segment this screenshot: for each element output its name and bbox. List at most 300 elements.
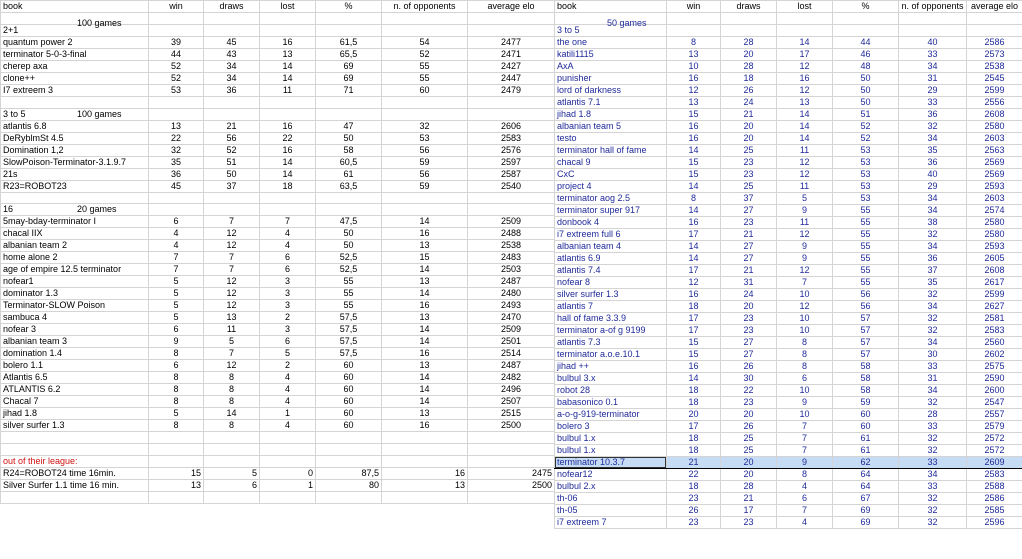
cell-value[interactable]: 5: [204, 467, 260, 479]
cell-value[interactable]: 21: [667, 456, 721, 468]
cell-value[interactable]: 34: [899, 468, 967, 480]
cell-value[interactable]: 29: [899, 84, 967, 96]
cell-value[interactable]: 2471: [468, 48, 555, 60]
cell-value[interactable]: 17: [667, 228, 721, 240]
cell-value[interactable]: 6: [260, 264, 316, 276]
cell-value[interactable]: 50: [833, 96, 899, 108]
cell-value[interactable]: 51: [833, 108, 899, 120]
cell-value[interactable]: 69: [316, 72, 382, 84]
cell-value[interactable]: 32: [382, 120, 468, 132]
section-label[interactable]: [555, 13, 667, 29]
cell-value[interactable]: 14: [667, 180, 721, 192]
cell-book[interactable]: bolero 1.1: [1, 360, 149, 372]
cell-empty[interactable]: [899, 13, 967, 25]
cell-value[interactable]: 22: [149, 132, 204, 144]
cell-value[interactable]: 18: [667, 444, 721, 456]
cell-value[interactable]: 56: [204, 132, 260, 144]
cell-value[interactable]: 59: [382, 180, 468, 192]
cell-value[interactable]: 44: [833, 36, 899, 48]
cell-value[interactable]: 20: [721, 468, 777, 480]
cell-value[interactable]: 64: [833, 468, 899, 480]
cell-empty[interactable]: [382, 192, 468, 204]
cell-value[interactable]: 32: [899, 396, 967, 408]
cell-value[interactable]: 14: [382, 384, 468, 396]
cell-value[interactable]: 34: [899, 60, 967, 72]
cell-value[interactable]: 53: [833, 192, 899, 204]
cell-value[interactable]: 2586: [967, 492, 1022, 504]
cell-value[interactable]: 32: [899, 228, 967, 240]
cell-value[interactable]: 12: [204, 240, 260, 252]
cell-value[interactable]: 23: [667, 492, 721, 504]
cell-book[interactable]: jihad 1.8: [555, 108, 667, 120]
cell-value[interactable]: 37: [721, 192, 777, 204]
cell-value[interactable]: 2593: [967, 240, 1022, 252]
cell-empty[interactable]: [316, 455, 382, 467]
cell-book[interactable]: i7 extreem full 6: [555, 228, 667, 240]
cell-value[interactable]: 23: [721, 216, 777, 228]
cell-value[interactable]: 12: [204, 300, 260, 312]
cell-value[interactable]: 6: [149, 324, 204, 336]
cell-book[interactable]: atlantis 7.4: [555, 264, 667, 276]
cell-value[interactable]: 14: [382, 372, 468, 384]
cell-empty[interactable]: [204, 444, 260, 456]
cell-value[interactable]: 14: [260, 60, 316, 72]
cell-value[interactable]: 12: [777, 84, 833, 96]
cell-value[interactable]: 48: [833, 60, 899, 72]
cell-value[interactable]: 6: [149, 360, 204, 372]
cell-value[interactable]: 2583: [967, 324, 1022, 336]
cell-value[interactable]: 45: [149, 180, 204, 192]
cell-empty[interactable]: [149, 432, 204, 444]
cell-book[interactable]: age of empire 12.5 terminator: [1, 264, 149, 276]
cell-value[interactable]: 8: [777, 468, 833, 480]
cell-value[interactable]: 2596: [967, 516, 1022, 528]
cell-value[interactable]: 22: [721, 384, 777, 396]
cell-value[interactable]: 33: [899, 96, 967, 108]
cell-empty[interactable]: [204, 96, 260, 108]
cell-value[interactable]: 55: [833, 204, 899, 216]
cell-value[interactable]: 12: [777, 60, 833, 72]
cell-empty[interactable]: [316, 13, 382, 25]
cell-value[interactable]: 3: [260, 324, 316, 336]
cell-value[interactable]: 22: [260, 132, 316, 144]
cell-value[interactable]: 34: [204, 72, 260, 84]
cell-value[interactable]: 4: [260, 396, 316, 408]
cell-value[interactable]: 35: [149, 156, 204, 168]
cell-value[interactable]: 17: [777, 48, 833, 60]
cell-value[interactable]: 2583: [967, 468, 1022, 480]
cell-value[interactable]: 29: [899, 180, 967, 192]
cell-value[interactable]: 1: [260, 479, 316, 491]
cell-value[interactable]: 58: [833, 384, 899, 396]
cell-value[interactable]: 71: [316, 84, 382, 96]
cell-value[interactable]: 4: [777, 480, 833, 492]
cell-value[interactable]: 17: [667, 264, 721, 276]
cell-value[interactable]: 15: [667, 108, 721, 120]
cell-value[interactable]: 18: [667, 396, 721, 408]
cell-value[interactable]: 20: [721, 120, 777, 132]
cell-value[interactable]: 65,5: [316, 48, 382, 60]
cell-value[interactable]: 25: [721, 144, 777, 156]
cell-value[interactable]: 2557: [967, 408, 1022, 420]
cell-empty[interactable]: [204, 491, 260, 503]
cell-value[interactable]: 14: [382, 396, 468, 408]
cell-value[interactable]: 5: [149, 408, 204, 420]
cell-value[interactable]: 14: [382, 288, 468, 300]
cell-value[interactable]: 56: [833, 288, 899, 300]
cell-book[interactable]: Silver Surfer 1.1 time 16 min.: [1, 479, 149, 491]
cell-value[interactable]: 61: [316, 168, 382, 180]
cell-empty[interactable]: [382, 432, 468, 444]
cell-book[interactable]: chacal IIX: [1, 228, 149, 240]
cell-value[interactable]: 36: [899, 108, 967, 120]
cell-empty[interactable]: [204, 24, 260, 36]
cell-value[interactable]: 6: [777, 492, 833, 504]
cell-empty[interactable]: [149, 444, 204, 456]
section-label[interactable]: [1, 108, 149, 120]
cell-value[interactable]: 55: [316, 300, 382, 312]
cell-value[interactable]: 5: [149, 276, 204, 288]
cell-value[interactable]: 12: [777, 228, 833, 240]
cell-value[interactable]: 27: [721, 204, 777, 216]
cell-value[interactable]: 17: [667, 312, 721, 324]
cell-value[interactable]: 2609: [967, 456, 1022, 468]
cell-value[interactable]: 37: [899, 264, 967, 276]
cell-value[interactable]: 2590: [967, 372, 1022, 384]
cell-value[interactable]: 63,5: [316, 180, 382, 192]
cell-value[interactable]: 2600: [967, 384, 1022, 396]
cell-value[interactable]: 4: [260, 420, 316, 432]
cell-value[interactable]: 14: [667, 144, 721, 156]
cell-book[interactable]: nofear1: [1, 276, 149, 288]
cell-empty[interactable]: [260, 13, 316, 25]
cell-value[interactable]: 2500: [468, 479, 555, 491]
cell-value[interactable]: 2: [260, 360, 316, 372]
cell-value[interactable]: 17: [667, 420, 721, 432]
cell-value[interactable]: 2447: [468, 72, 555, 84]
cell-empty[interactable]: [316, 204, 382, 216]
cell-value[interactable]: 2488: [468, 228, 555, 240]
cell-book[interactable]: R24=ROBOT24 time 16min.: [1, 467, 149, 479]
cell-value[interactable]: 54: [382, 36, 468, 48]
cell-value[interactable]: 13: [382, 240, 468, 252]
cell-value[interactable]: 8: [667, 36, 721, 48]
cell-value[interactable]: 50: [204, 168, 260, 180]
cell-value[interactable]: 16: [667, 360, 721, 372]
cell-value[interactable]: 26: [721, 360, 777, 372]
cell-value[interactable]: 11: [260, 84, 316, 96]
cell-value[interactable]: 8: [777, 348, 833, 360]
cell-value[interactable]: 2617: [967, 276, 1022, 288]
cell-value[interactable]: 4: [260, 372, 316, 384]
cell-value[interactable]: 55: [316, 276, 382, 288]
cell-value[interactable]: 33: [899, 420, 967, 432]
cell-value[interactable]: 23: [721, 396, 777, 408]
cell-value[interactable]: 47: [316, 120, 382, 132]
cell-book[interactable]: jihad ++: [555, 360, 667, 372]
cell-value[interactable]: 57,5: [316, 324, 382, 336]
cell-value[interactable]: 31: [721, 276, 777, 288]
cell-value[interactable]: 10: [667, 60, 721, 72]
cell-value[interactable]: 13: [382, 312, 468, 324]
cell-empty[interactable]: [468, 24, 555, 36]
cell-value[interactable]: 2479: [468, 84, 555, 96]
cell-book[interactable]: babasonico 0.1: [555, 396, 667, 408]
cell-value[interactable]: 10: [777, 324, 833, 336]
cell-value[interactable]: 15: [667, 168, 721, 180]
cell-value[interactable]: 2487: [468, 276, 555, 288]
cell-empty[interactable]: [204, 13, 260, 25]
cell-value[interactable]: 2572: [967, 432, 1022, 444]
cell-value[interactable]: 14: [777, 120, 833, 132]
cell-empty[interactable]: [667, 24, 721, 36]
section-label[interactable]: 2+1: [1, 24, 149, 36]
cell-value[interactable]: 18: [667, 300, 721, 312]
cell-empty[interactable]: [204, 204, 260, 216]
cell-empty[interactable]: [382, 204, 468, 216]
cell-value[interactable]: 2583: [468, 132, 555, 144]
cell-value[interactable]: 16: [382, 348, 468, 360]
cell-value[interactable]: 8: [204, 420, 260, 432]
cell-value[interactable]: 2603: [967, 192, 1022, 204]
cell-value[interactable]: 9: [777, 204, 833, 216]
cell-value[interactable]: 56: [382, 144, 468, 156]
cell-value[interactable]: 9: [777, 252, 833, 264]
cell-value[interactable]: 50: [316, 228, 382, 240]
cell-book[interactable]: AxA: [555, 60, 667, 72]
cell-value[interactable]: 2602: [967, 348, 1022, 360]
cell-value[interactable]: 55: [833, 264, 899, 276]
cell-value[interactable]: 3: [260, 288, 316, 300]
cell-value[interactable]: 16: [382, 300, 468, 312]
cell-value[interactable]: 2573: [967, 48, 1022, 60]
cell-book[interactable]: domination 1.4: [1, 348, 149, 360]
cell-empty[interactable]: [382, 455, 468, 467]
section-label[interactable]: 3 to 5: [555, 24, 667, 36]
cell-empty[interactable]: [149, 13, 204, 25]
cell-value[interactable]: 7: [777, 432, 833, 444]
cell-value[interactable]: 25: [721, 432, 777, 444]
cell-value[interactable]: 60: [316, 384, 382, 396]
cell-value[interactable]: 20: [721, 132, 777, 144]
cell-value[interactable]: 13: [667, 96, 721, 108]
cell-value[interactable]: 50: [316, 132, 382, 144]
cell-value[interactable]: 34: [899, 384, 967, 396]
cell-value[interactable]: 2585: [967, 504, 1022, 516]
cell-empty[interactable]: [316, 96, 382, 108]
cell-value[interactable]: 2507: [468, 396, 555, 408]
cell-value[interactable]: 2514: [468, 348, 555, 360]
cell-value[interactable]: 60: [316, 420, 382, 432]
cell-value[interactable]: 9: [777, 240, 833, 252]
cell-value[interactable]: 32: [899, 504, 967, 516]
cell-value[interactable]: 53: [149, 84, 204, 96]
cell-value[interactable]: 2427: [468, 60, 555, 72]
cell-value[interactable]: 16: [667, 132, 721, 144]
cell-empty[interactable]: [382, 444, 468, 456]
cell-value[interactable]: 33: [899, 480, 967, 492]
cell-book[interactable]: atlantis 7: [555, 300, 667, 312]
cell-value[interactable]: 26: [721, 84, 777, 96]
cell-empty[interactable]: [149, 192, 204, 204]
cell-value[interactable]: 34: [204, 60, 260, 72]
cell-value[interactable]: 7: [204, 264, 260, 276]
cell-book[interactable]: Terminator-SLOW Poison: [1, 300, 149, 312]
cell-value[interactable]: 6: [260, 252, 316, 264]
cell-empty[interactable]: [899, 24, 967, 36]
cell-value[interactable]: 52,5: [316, 252, 382, 264]
cell-book[interactable]: bulbul 3.x: [555, 372, 667, 384]
cell-value[interactable]: 52: [149, 72, 204, 84]
cell-value[interactable]: 67: [833, 492, 899, 504]
cell-value[interactable]: 13: [260, 48, 316, 60]
cell-empty[interactable]: [204, 455, 260, 467]
cell-value[interactable]: 59: [382, 156, 468, 168]
cell-book[interactable]: silver surfer 1.3: [555, 288, 667, 300]
cell-value[interactable]: 60,5: [316, 156, 382, 168]
cell-value[interactable]: 32: [899, 516, 967, 528]
cell-book[interactable]: atlantis 7.3: [555, 336, 667, 348]
cell-value[interactable]: 2545: [967, 72, 1022, 84]
cell-book[interactable]: terminator super 917: [555, 204, 667, 216]
cell-empty[interactable]: [1, 96, 149, 108]
cell-book[interactable]: terminator a.o.e.10.1: [555, 348, 667, 360]
cell-empty[interactable]: [468, 204, 555, 216]
cell-value[interactable]: 34: [899, 300, 967, 312]
cell-book[interactable]: silver surfer 1.3: [1, 420, 149, 432]
cell-book[interactable]: robot 28: [555, 384, 667, 396]
cell-empty[interactable]: [1, 432, 149, 444]
cell-value[interactable]: 11: [777, 216, 833, 228]
cell-empty[interactable]: [468, 96, 555, 108]
cell-book[interactable]: donbook 4: [555, 216, 667, 228]
cell-value[interactable]: 60: [316, 408, 382, 420]
cell-value[interactable]: 5: [149, 300, 204, 312]
cell-value[interactable]: 7: [149, 252, 204, 264]
cell-empty[interactable]: [149, 455, 204, 467]
cell-value[interactable]: 45: [204, 36, 260, 48]
cell-book[interactable]: sambuca 4: [1, 312, 149, 324]
cell-value[interactable]: 56: [382, 168, 468, 180]
cell-book[interactable]: terminator a-of g 9199: [555, 324, 667, 336]
cell-value[interactable]: 5: [149, 312, 204, 324]
cell-value[interactable]: 8: [204, 372, 260, 384]
cell-value[interactable]: 18: [667, 480, 721, 492]
cell-value[interactable]: 69: [833, 504, 899, 516]
cell-value[interactable]: 37: [204, 180, 260, 192]
cell-value[interactable]: 5: [777, 192, 833, 204]
cell-value[interactable]: 2540: [468, 180, 555, 192]
cell-empty[interactable]: [777, 24, 833, 36]
cell-value[interactable]: 20: [667, 408, 721, 420]
cell-value[interactable]: 6: [149, 216, 204, 228]
cell-empty[interactable]: [204, 192, 260, 204]
cell-value[interactable]: 55: [833, 240, 899, 252]
cell-value[interactable]: 20: [721, 300, 777, 312]
cell-value[interactable]: 2547: [967, 396, 1022, 408]
cell-book[interactable]: i7 extreem 7: [555, 516, 667, 528]
cell-value[interactable]: 32: [899, 288, 967, 300]
cell-value[interactable]: 13: [777, 96, 833, 108]
cell-value[interactable]: 18: [667, 432, 721, 444]
cell-value[interactable]: 2588: [967, 480, 1022, 492]
cell-value[interactable]: 23: [721, 516, 777, 528]
cell-empty[interactable]: [468, 108, 555, 120]
cell-value[interactable]: 2572: [967, 444, 1022, 456]
cell-value[interactable]: 5: [204, 336, 260, 348]
cell-value[interactable]: 20: [721, 48, 777, 60]
cell-value[interactable]: 4: [260, 240, 316, 252]
cell-value[interactable]: 53: [833, 156, 899, 168]
cell-book[interactable]: nofear12: [555, 468, 667, 480]
cell-value[interactable]: 16: [260, 120, 316, 132]
cell-value[interactable]: 32: [899, 444, 967, 456]
section-label[interactable]: [1, 13, 149, 29]
cell-value[interactable]: 55: [833, 216, 899, 228]
cell-value[interactable]: 52: [204, 144, 260, 156]
cell-book[interactable]: Atlantis 6.5: [1, 372, 149, 384]
cell-value[interactable]: 8: [777, 336, 833, 348]
cell-value[interactable]: 34: [899, 240, 967, 252]
cell-value[interactable]: 12: [667, 276, 721, 288]
cell-value[interactable]: 9: [777, 396, 833, 408]
cell-value[interactable]: 57,5: [316, 348, 382, 360]
cell-value[interactable]: 5: [149, 288, 204, 300]
cell-value[interactable]: 51: [204, 156, 260, 168]
cell-value[interactable]: 57,5: [316, 336, 382, 348]
cell-value[interactable]: 53: [833, 144, 899, 156]
cell-value[interactable]: 50: [833, 72, 899, 84]
cell-empty[interactable]: [316, 432, 382, 444]
cell-value[interactable]: 61,5: [316, 36, 382, 48]
cell-book[interactable]: terminator 5-0-3-final: [1, 48, 149, 60]
cell-value[interactable]: 87,5: [316, 467, 382, 479]
cell-value[interactable]: 12: [777, 264, 833, 276]
cell-value[interactable]: 32: [899, 324, 967, 336]
cell-value[interactable]: 2574: [967, 204, 1022, 216]
cell-value[interactable]: 2575: [967, 360, 1022, 372]
cell-value[interactable]: 10: [777, 408, 833, 420]
cell-empty[interactable]: [777, 13, 833, 25]
cell-book[interactable]: albanian team 4: [555, 240, 667, 252]
cell-book[interactable]: hall of fame 3.3.9: [555, 312, 667, 324]
cell-book[interactable]: atlantis 6.8: [1, 120, 149, 132]
cell-value[interactable]: 32: [899, 492, 967, 504]
section-note[interactable]: out of their league:: [1, 455, 149, 467]
cell-value[interactable]: 14: [382, 216, 468, 228]
cell-book[interactable]: katili1115: [555, 48, 667, 60]
cell-value[interactable]: 55: [833, 252, 899, 264]
cell-value[interactable]: 6: [204, 479, 260, 491]
cell-value[interactable]: 50: [316, 240, 382, 252]
cell-value[interactable]: 60: [382, 84, 468, 96]
cell-value[interactable]: 2593: [967, 180, 1022, 192]
cell-value[interactable]: 23: [721, 312, 777, 324]
cell-value[interactable]: 80: [316, 479, 382, 491]
cell-empty[interactable]: [967, 13, 1022, 25]
cell-book[interactable]: R23=ROBOT23: [1, 180, 149, 192]
cell-book[interactable]: albanian team 2: [1, 240, 149, 252]
cell-book[interactable]: Chacal 7: [1, 396, 149, 408]
cell-book[interactable]: SlowPoison-Terminator-3.1.9.7: [1, 156, 149, 168]
cell-value[interactable]: 32: [899, 312, 967, 324]
cell-book[interactable]: atlantis 7.1: [555, 96, 667, 108]
cell-value[interactable]: 16: [382, 228, 468, 240]
cell-value[interactable]: 55: [833, 276, 899, 288]
cell-book[interactable]: terminator hall of fame: [555, 144, 667, 156]
cell-value[interactable]: 8: [149, 348, 204, 360]
cell-value[interactable]: 26: [721, 420, 777, 432]
